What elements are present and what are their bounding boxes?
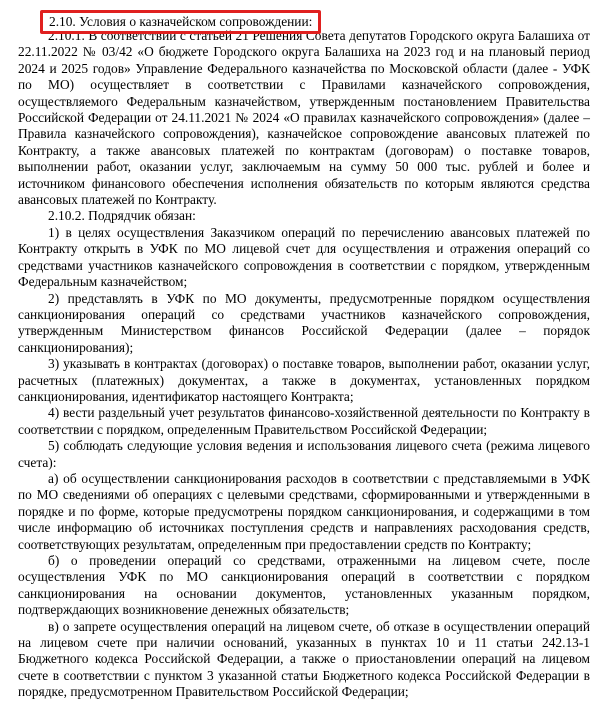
list-item-4: 4) вести раздельный учет результатов финансово-хозяйственной деятельности по Контракту в соответствии с порядком, определенным Правительством Российской Федерации; [18, 405, 590, 437]
section-heading-wrapper [18, 10, 590, 34]
list-item-2: 2) представлять в УФК по МО документы, предусмотренные порядком осуществления санкционирования операций со средствами участников казначейского сопровождения, утвержденным Министерством финансов Российской Федерации (далее – порядок санкционирования); [18, 290, 590, 355]
sub-item-v: в) о запрете осуществления операций на лицевом счете, об отказе в осуществлении операций на лицевом счете при наличии оснований, указанных в пунктах 10 и 11 статьи 242.13-1 Бюджетного кодекса Российской Федерации, а также о приостановлении операций на лицевом счете в соответствии с пунктом 3 указанной статьи Бюджетного кодекса Российской Федерации в порядке, предусмотренном Правительством Российской Федерации; [18, 618, 590, 700]
paragraph-2-10-1: 2.10.1. В соответствии с статьей 21 Решения Совета депутатов Городского округа Балашиха от 22.11.2022 № 03/42 «О бюджете Городского округа Балашиха на 2023 год и на плановый период 2024 и 2025 годов» Управление Федерального казначейства по Московской области (далее - УФК по МО) осуществляет в соответствии с Правилами казначейского сопровождения, осуществляемого Федеральным казначейством, утвержденным постановлением Правительства Российской Федерации от 24.11.2021 № 2024 «О правилах казначейского сопровождения» (далее – Правила казначейского сопровождения), казначейское сопровождение авансовых платежей по Контракту, а также авансовых платежей по контрактам (договорам) о поставке товаров, выполнении работ, оказании услуг, заключаемым на сумму 50 000 тыс. рублей и более и источником финансового обеспечения исполнения обязательств по которым являются средства авансовых платежей по Контракту. [18, 28, 590, 208]
sub-item-a: а) об осуществлении санкционирования расходов в соответствии с представляемыми в УФК по МО сведениями об операциях с целевыми средствами, сформированными и утвержденными в порядке и по форме, которые предусмотрены порядком санкционирования, и содержащими в том числе информацию об источниках поступления средств и направлениях расходования средств, соответствующих результатам, определенным при предоставлении средств по Контракту; [18, 470, 590, 552]
list-item-1: 1) в целях осуществления Заказчиком операций по перечислению авансовых платежей по Контракту открыть в УФК по МО лицевой счет для осуществления и отражения операций со средствами участников казначейского сопровождения в соответствии с порядком, утвержденным Федеральным казначейством; [18, 224, 590, 290]
list-item-3: 3) указывать в контрактах (договорах) о поставке товаров, выполнении работ, оказании услуг, расчетных (платежных) документах, а также в документах, установленных порядком санкционирования, идентификатор настоящего Контракта; [18, 356, 590, 404]
section-heading-highlighted: 2.10. Условия о казначейском сопровождении: [40, 10, 321, 34]
sub-item-b: б) о проведении операций со средствами, отраженными на лицевом счете, после осуществления УФК по МО санкционирования операций в соответствии с порядком санкционирования на основании документов, установленных указанным порядком, подтверждающих возникновение денежных обязательств; [18, 553, 590, 618]
list-item-5: 5) соблюдать следующие условия ведения и использования лицевого счета (режима лицевого счета): [18, 438, 590, 470]
document-body [18, 28, 590, 701]
paragraph-2-10-2: 2.10.2. Подрядчик обязан: [48, 208, 196, 224]
